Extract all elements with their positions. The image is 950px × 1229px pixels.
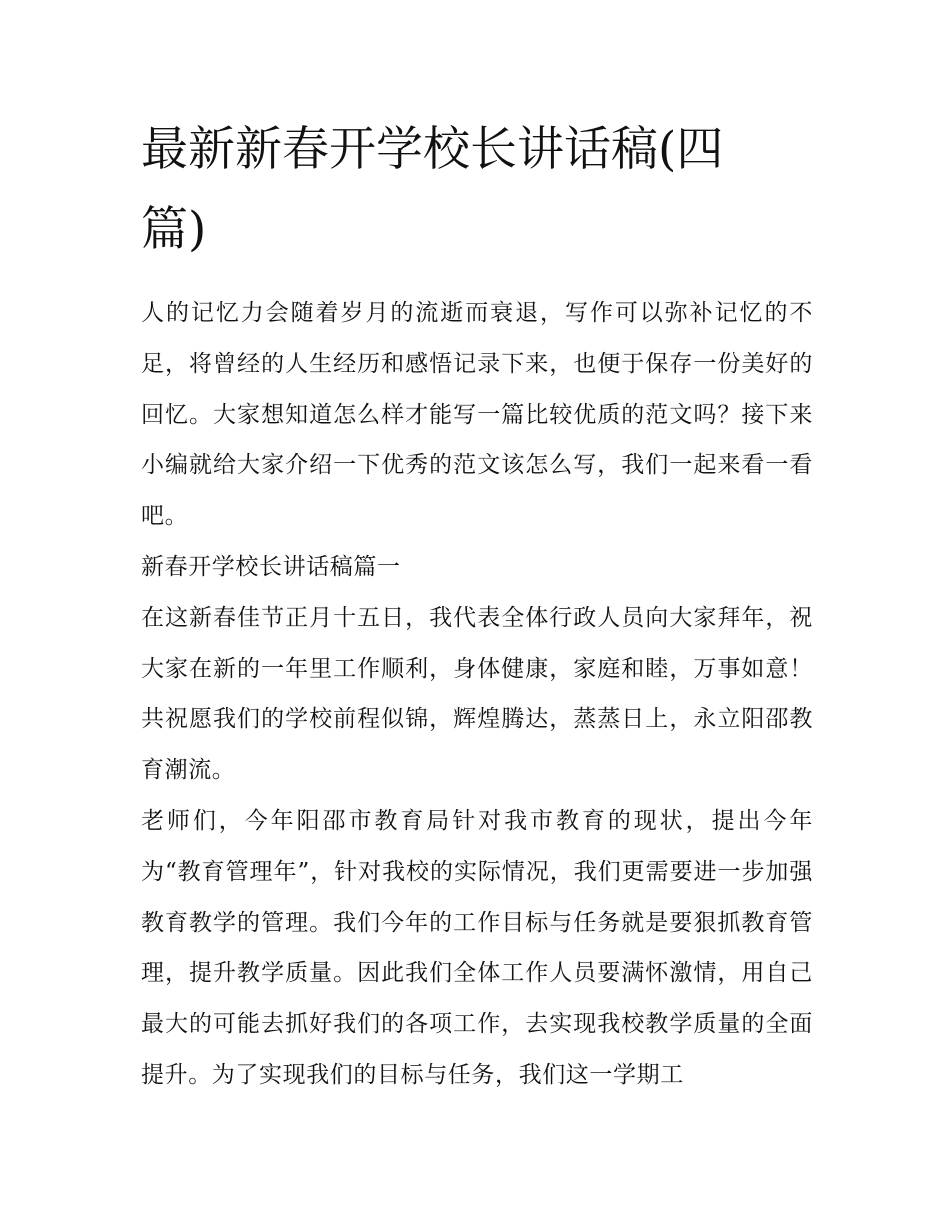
intro-paragraph: 人的记忆力会随着岁月的流逝而衰退，写作可以弥补记忆的不足，将曾经的人生经历和感悟记录下来，也便于保存一份美好的回忆。大家想知道怎么样才能写一篇比较优质的范文吗？接下来小编就给大家介绍一下优秀的范文该怎么写，我们一起来看一看吧。 [141, 300, 813, 530]
document-page [141, 110, 813, 1101]
document-title: 最新新春开学校长讲话稿(四篇) [141, 122, 724, 257]
body-paragraph-2: 老师们，今年阳邵市教育局针对我市教育的现状，提出今年为“教育管理年”，针对我校的实际情况，我们更需要进一步加强教育教学的管理。我们今年的工作目标与任务就是要狠抓教育管理，提升教学质量。因此我们全体工作人员要满怀激情，用自己最大的可能去抓好我们的各项工作，去实现我校教学质量的全面提升。为了实现我们的目标与任务，我们这一学期工 [141, 807, 813, 1088]
body-paragraph-1: 在这新春佳节正月十五日，我代表全体行政人员向大家拜年，祝大家在新的一年里工作顺利，身体健康，家庭和睦，万事如意！共祝愿我们的学校前程似锦，辉煌腾达，蒸蒸日上，永立阳邵教育潮流。 [141, 604, 813, 784]
section-heading: 新春开学校长讲话稿篇一 [141, 553, 401, 580]
